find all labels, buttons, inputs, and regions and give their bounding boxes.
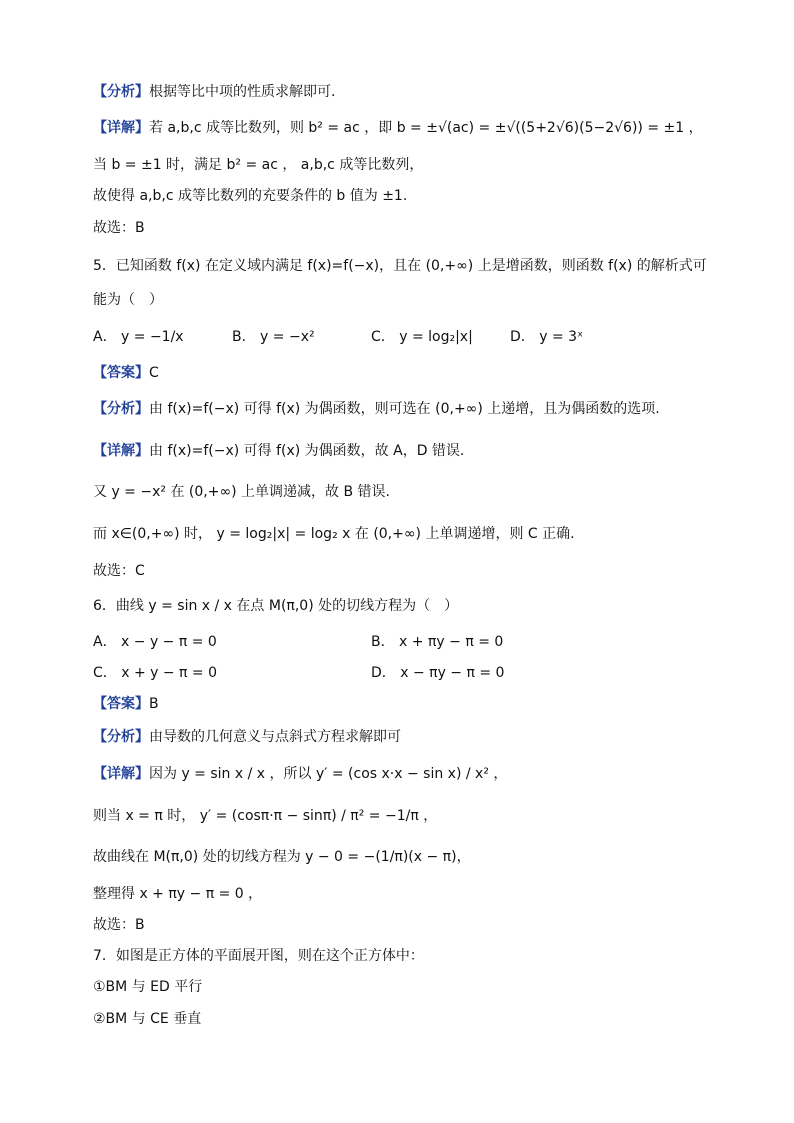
line-text: C: [149, 365, 159, 381]
question-7-item-1: [93, 977, 202, 997]
line-text: 又 y = −x² 在 (0,+∞) 上单调递减，故 B 错误.: [93, 484, 390, 500]
option-d: D． x − πy − π = 0: [371, 665, 505, 681]
line-text: 6．曲线 y = sin x / x 在点 M(π,0) 处的切线方程为（ ）: [93, 598, 459, 614]
tag-label: 【分析】: [93, 401, 149, 417]
choice-q6: [93, 915, 145, 935]
detail-q6: [93, 764, 507, 784]
tag-label: 【详解】: [93, 120, 149, 136]
line-q4-conclusion: [93, 186, 407, 206]
line-text: 因为 y = sin x / x ，所以 y′ = (cos x·x − sin x) / x² ，: [149, 766, 508, 782]
detail-q5-c: [93, 524, 575, 544]
detail-q6-c: [93, 847, 471, 867]
answer-q5: [93, 363, 159, 383]
line-text: 而 x∈(0,+∞) 时， y = log₂|x| = log₂ x 在 (0,+∞) 上单调递增，则 C 正确.: [93, 526, 575, 542]
option-a: A． y = −1/x: [93, 329, 184, 345]
detail-q6-b: [93, 806, 437, 826]
option-c: C． x + y − π = 0: [93, 665, 218, 681]
option-b: B． x + πy − π = 0: [371, 634, 504, 650]
line-text: 能为（ ）: [93, 292, 163, 308]
choice-q5: [93, 561, 145, 581]
line-text: 当 b = ±1 时，满足 b² = ac ， a,b,c 成等比数列，: [93, 157, 424, 173]
line-text: 根据等比中项的性质求解即可.: [149, 84, 336, 100]
line-text: 故选：B: [93, 220, 145, 236]
question-7-item-2: [93, 1009, 201, 1029]
detail-q6-d: [93, 884, 262, 904]
analysis-q5: [93, 399, 660, 419]
option-b: B． y = −x²: [232, 329, 315, 345]
line-text: 故使得 a,b,c 成等比数列的充要条件的 b 值为 ±1.: [93, 188, 408, 204]
detail-q5-b: [93, 482, 390, 502]
line-text: 故曲线在 M(π,0) 处的切线方程为 y − 0 = −(1/π)(x − π)，: [93, 849, 471, 865]
tag-label: 【分析】: [93, 84, 149, 100]
option-d: D． y = 3ˣ: [510, 329, 584, 345]
question-5-stem: [93, 256, 707, 276]
line-text: 则当 x = π 时， y′ = (cosπ·π − sinπ) / π² = −1/π ，: [93, 808, 438, 824]
line-text: 故选：C: [93, 563, 145, 579]
line-text: 由 f(x)=f(−x) 可得 f(x) 为偶函数，故 A，D 错误.: [149, 443, 465, 459]
tag-label: 【答案】: [93, 365, 149, 381]
detail-q5: [93, 441, 464, 461]
line-text: 5．已知函数 f(x) 在定义域内满足 f(x)=f(−x)，且在 (0,+∞) 上是增函数，则函数 f(x) 的解析式可: [93, 258, 707, 274]
analysis-q6: [93, 727, 401, 747]
answer-q6: [93, 694, 159, 714]
line-q4-condition: [93, 155, 423, 175]
line-text: 由导数的几何意义与点斜式方程求解即可: [149, 729, 401, 745]
question-5-stem-cont: [93, 290, 163, 310]
tag-label: 【答案】: [93, 696, 149, 712]
tag-label: 【详解】: [93, 443, 149, 459]
question-7-stem: [93, 946, 424, 966]
option-c: C． y = log₂|x|: [371, 329, 473, 345]
line-analysis-q4: [93, 82, 335, 102]
line-text: 由 f(x)=f(−x) 可得 f(x) 为偶函数，则可选在 (0,+∞) 上递增，且为偶函数的选项.: [149, 401, 660, 417]
line-q4-choice: [93, 218, 145, 238]
option-a: A． x − y − π = 0: [93, 634, 217, 650]
line-text: ①BM 与 ED 平行: [93, 979, 203, 995]
line-text: B: [149, 696, 159, 712]
line-detail-q4: [93, 118, 703, 138]
tag-label: 【详解】: [93, 766, 149, 782]
line-text: 整理得 x + πy − π = 0 ，: [93, 886, 263, 902]
line-text: ②BM 与 CE 垂直: [93, 1011, 202, 1027]
question-6-stem: [93, 596, 458, 616]
line-text: 7．如图是正方体的平面展开图，则在这个正方体中：: [93, 948, 424, 964]
tag-label: 【分析】: [93, 729, 149, 745]
line-text: 故选：B: [93, 917, 145, 933]
line-text: 若 a,b,c 成等比数列，则 b² = ac ，即 b = ±√(ac) = ±√((5+2√6)(5−2√6)) = ±1 ，: [149, 120, 703, 136]
